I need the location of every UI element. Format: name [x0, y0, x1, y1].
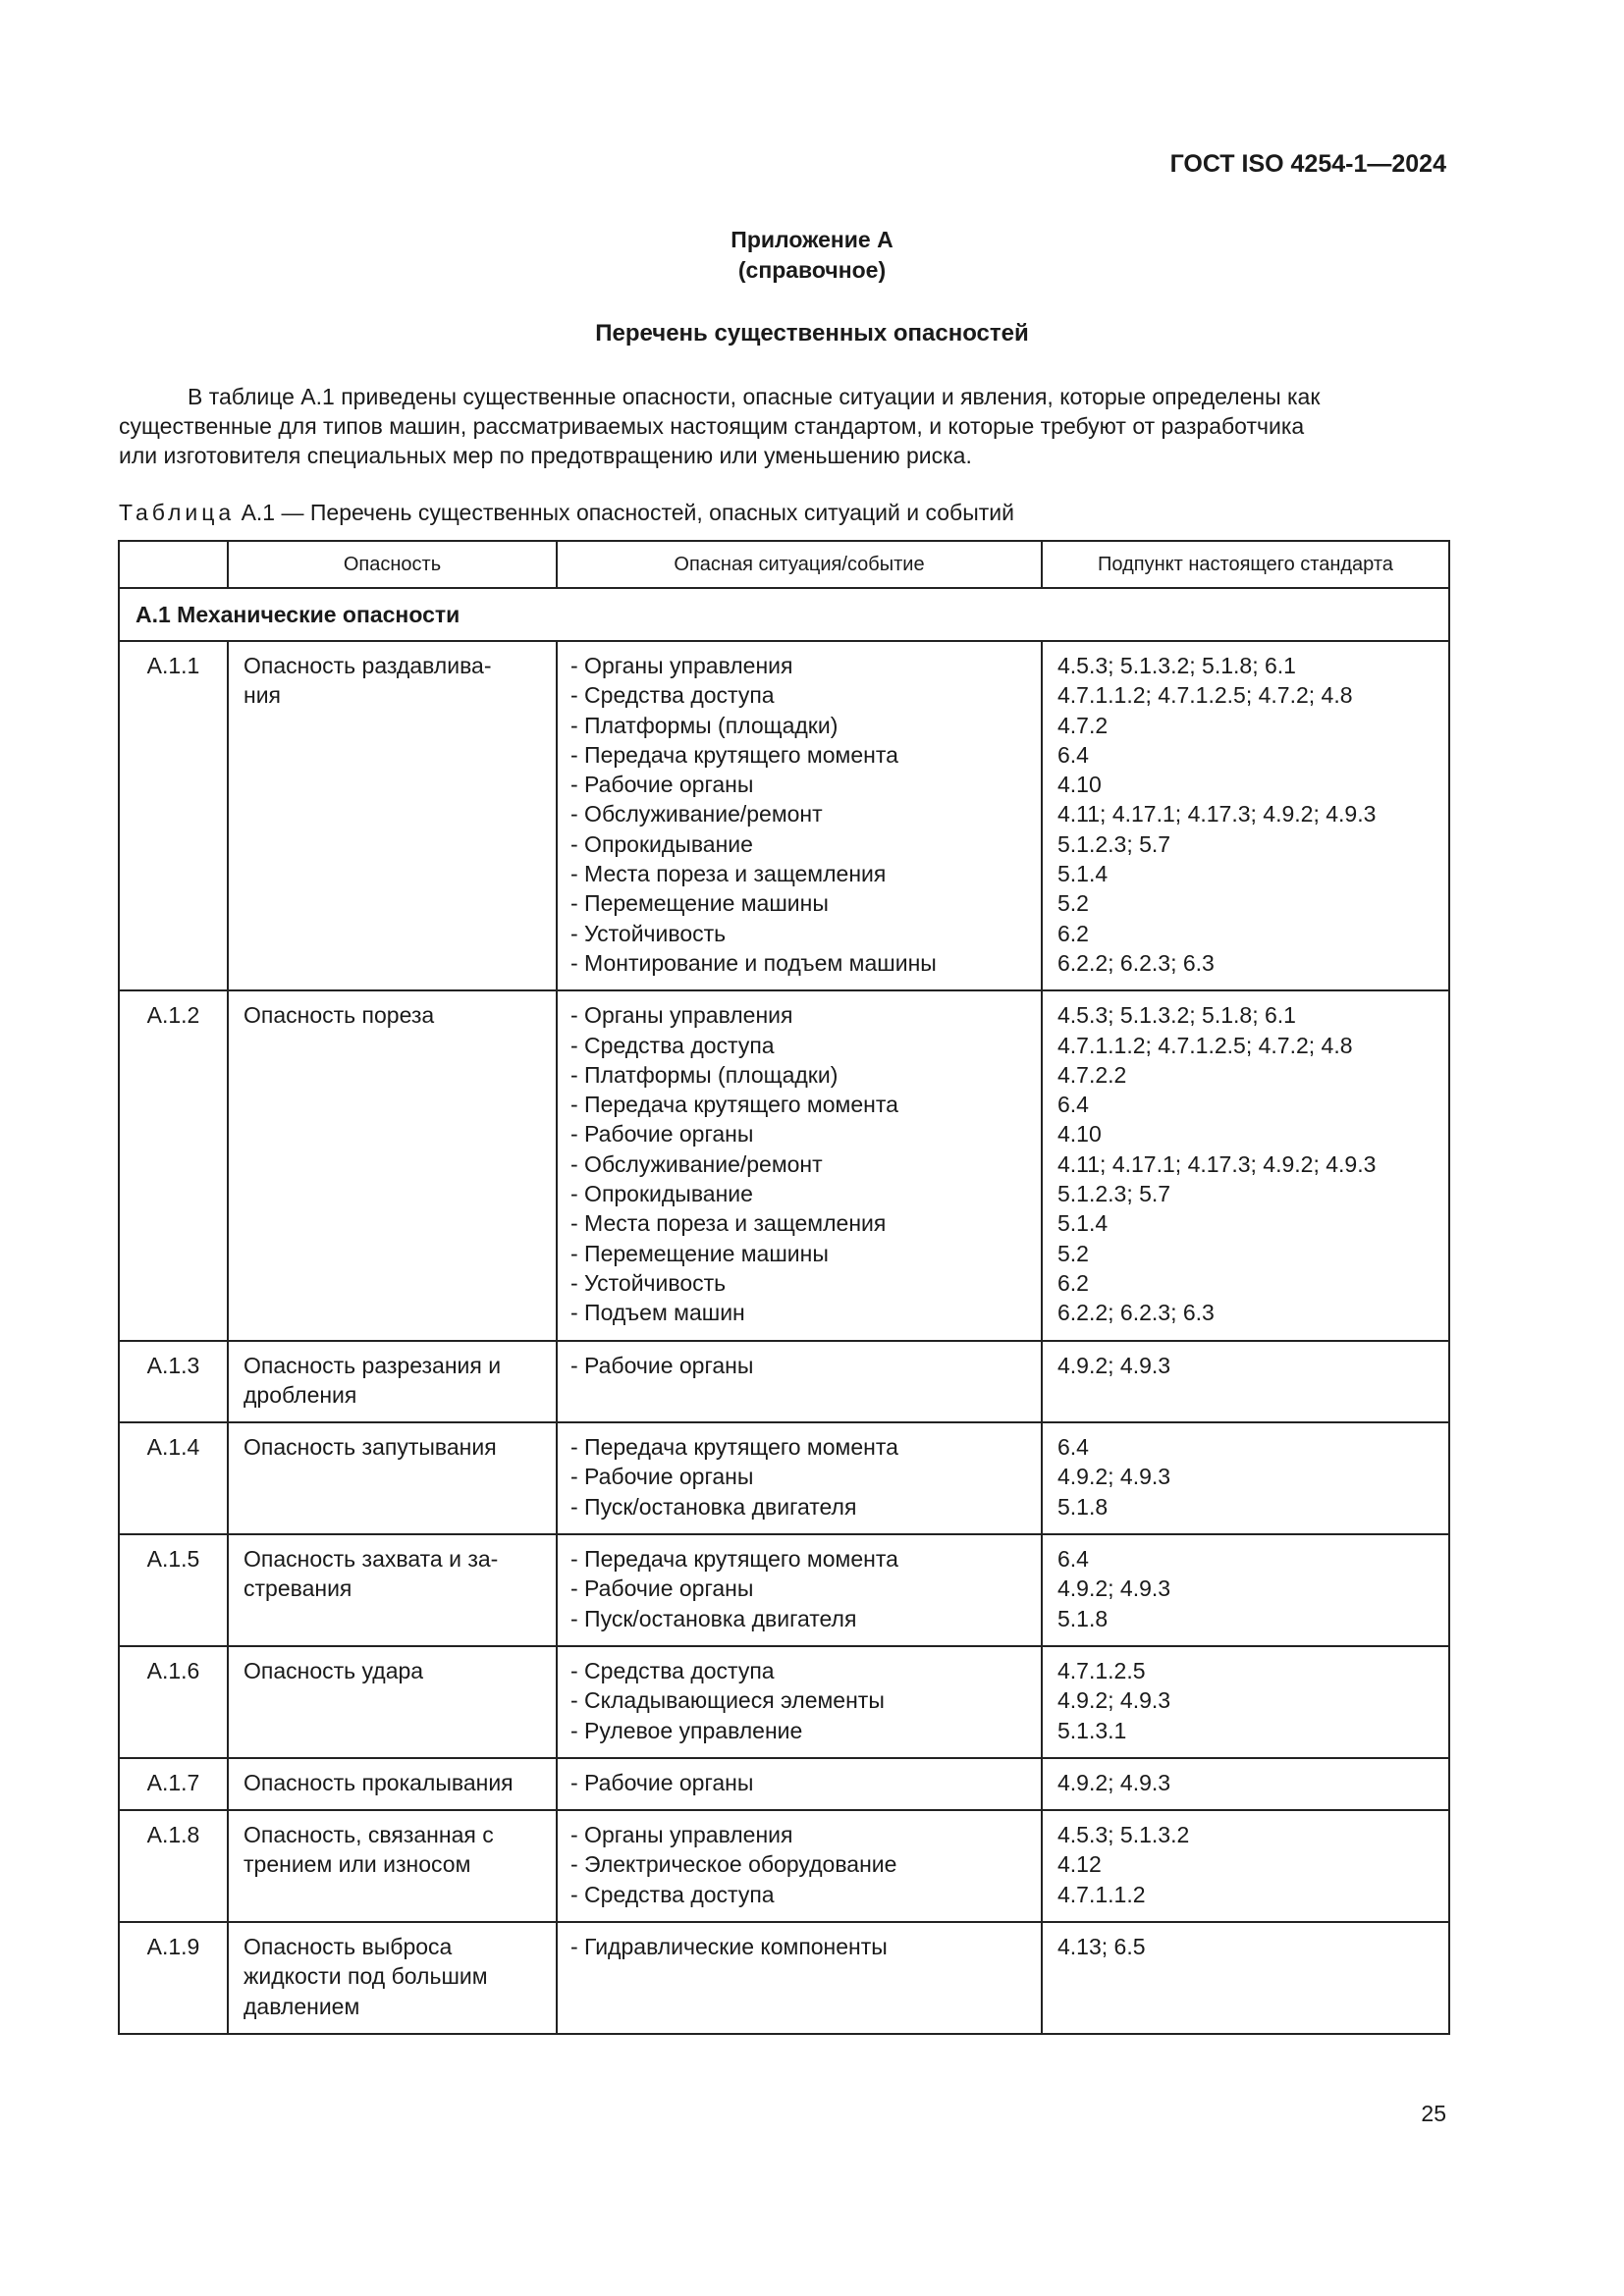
reference-line: 4.9.2; 4.9.3: [1057, 1352, 1171, 1378]
hazard-cell: [228, 1646, 557, 1758]
hazard-id-cell: А.1.5: [119, 1534, 228, 1646]
hazard-line: Опасность запутывания: [244, 1434, 497, 1461]
hazard-id-cell: А.1.1: [119, 641, 228, 990]
situation-cell: [557, 1534, 1042, 1646]
table-caption-prefix: Таблица: [119, 500, 236, 525]
reference-cell: [1042, 1341, 1449, 1423]
situation-line: - Рабочие органы: [570, 1352, 754, 1378]
situation-line: - Места пореза и защемления: [570, 861, 887, 887]
reference-line: 6.2: [1057, 1269, 1089, 1296]
situation-line: - Пуск/остановка двигателя: [570, 1493, 857, 1520]
situation-line: - Подъем машин: [570, 1300, 745, 1326]
situation-line: - Органы управления: [570, 1822, 793, 1848]
table-body: [119, 588, 1449, 2034]
hazard-cell: [228, 1922, 557, 2034]
hazard-line: жидкости под большим: [244, 1963, 488, 1990]
reference-line: 5.1.8: [1057, 1605, 1109, 1631]
situation-line: - Средства доступа: [570, 1881, 775, 1907]
table-row: [119, 641, 1449, 990]
table-row: [119, 1422, 1449, 1534]
section-title: Перечень существенных опасностей: [595, 320, 1029, 347]
reference-cell: [1042, 990, 1449, 1340]
reference-line: 5.2: [1057, 1240, 1089, 1266]
reference-line: 4.7.1.1.2; 4.7.1.2.5; 4.7.2; 4.8: [1057, 1032, 1353, 1058]
situation-line: - Платформы (площадки): [570, 1061, 839, 1088]
situation-cell: [557, 1646, 1042, 1758]
reference-line: 6.4: [1057, 1546, 1089, 1573]
situation-cell: [557, 1758, 1042, 1810]
situation-line: - Электрическое оборудование: [570, 1851, 897, 1878]
hazard-line: Опасность раздавлива-: [244, 653, 492, 678]
table-row: [119, 1922, 1449, 2034]
hazard-cell: [228, 990, 557, 1340]
hazard-line: Опасность выброса: [244, 1933, 453, 1959]
group-title: А.1 Механические опасности: [119, 588, 1449, 641]
page-number: 25: [1421, 2101, 1446, 2126]
situation-cell: [557, 1422, 1042, 1534]
hazard-id-cell: А.1.3: [119, 1341, 228, 1423]
situation-line: - Рабочие органы: [570, 1575, 754, 1602]
situation-line: - Перемещение машины: [570, 890, 829, 917]
table-row: [119, 1810, 1449, 1922]
situation-line: - Гидравлические компоненты: [570, 1933, 888, 1959]
hazards-table: [118, 540, 1450, 2035]
situation-line: - Платформы (площадки): [570, 712, 839, 738]
hazard-line: трением или износом: [244, 1851, 471, 1878]
reference-cell: [1042, 1810, 1449, 1922]
situation-line: - Рабочие органы: [570, 1121, 754, 1148]
hazard-line: Опасность, связанная с: [244, 1822, 494, 1848]
situation-line: - Рулевое управление: [570, 1717, 803, 1743]
reference-line: 6.4: [1057, 1092, 1089, 1118]
situation-line: - Передача крутящего момента: [570, 741, 898, 768]
reference-line: 4.5.3; 5.1.3.2; 5.1.8; 6.1: [1057, 653, 1296, 678]
hazard-line: ния: [244, 682, 282, 709]
situation-line: - Перемещение машины: [570, 1240, 829, 1266]
reference-line: 5.1.3.1: [1057, 1717, 1127, 1743]
appendix-subtitle: (справочное): [737, 257, 887, 283]
hazard-cell: [228, 1422, 557, 1534]
hazard-cell: [228, 1534, 557, 1646]
reference-line: 6.4: [1057, 1434, 1089, 1461]
reference-line: 4.9.2; 4.9.3: [1057, 1575, 1171, 1602]
situation-line: - Опрокидывание: [570, 830, 753, 857]
hazard-cell: [228, 1810, 557, 1922]
reference-line: 4.7.2.2: [1057, 1061, 1127, 1088]
hazard-id-cell: А.1.7: [119, 1758, 228, 1810]
header-situation: Опасная ситуация/событие: [557, 541, 1042, 588]
table-caption: [119, 500, 1014, 526]
reference-line: 5.1.2.3; 5.7: [1057, 830, 1171, 857]
appendix-title: Приложение А: [731, 227, 893, 252]
reference-line: 6.2.2; 6.2.3; 6.3: [1057, 949, 1215, 976]
reference-line: 4.5.3; 5.1.3.2: [1057, 1822, 1190, 1848]
hazard-id-cell: А.1.9: [119, 1922, 228, 2034]
situation-line: - Средства доступа: [570, 682, 775, 709]
intro-line: или изготовителя специальных мер по предотвращению или уменьшению риска.: [119, 443, 972, 468]
table-row: [119, 1341, 1449, 1423]
reference-line: 4.11; 4.17.1; 4.17.3; 4.9.2; 4.9.3: [1057, 1150, 1377, 1177]
hazard-cell: [228, 1341, 557, 1423]
reference-line: 5.2: [1057, 890, 1089, 917]
situation-line: - Устойчивость: [570, 1269, 727, 1296]
reference-cell: [1042, 1646, 1449, 1758]
intro-paragraph: [119, 382, 1447, 470]
hazard-cell: [228, 1758, 557, 1810]
reference-line: 4.13; 6.5: [1057, 1933, 1146, 1959]
hazard-id-cell: А.1.8: [119, 1810, 228, 1922]
hazard-line: давлением: [244, 1993, 360, 2019]
reference-cell: [1042, 641, 1449, 990]
table-row: [119, 1534, 1449, 1646]
situation-line: - Места пореза и защемления: [570, 1210, 887, 1237]
situation-line: - Рабочие органы: [570, 772, 754, 798]
situation-line: - Обслуживание/ремонт: [570, 801, 823, 828]
reference-line: 4.11; 4.17.1; 4.17.3; 4.9.2; 4.9.3: [1057, 801, 1377, 828]
reference-line: 4.7.1.1.2: [1057, 1881, 1146, 1907]
hazard-id-cell: А.1.2: [119, 990, 228, 1340]
situation-line: - Устойчивость: [570, 920, 727, 946]
table-row: [119, 1758, 1449, 1810]
situation-line: - Пуск/остановка двигателя: [570, 1605, 857, 1631]
hazard-line: Опасность удара: [244, 1657, 424, 1683]
reference-line: 4.7.1.1.2; 4.7.1.2.5; 4.7.2; 4.8: [1057, 682, 1353, 709]
situation-line: - Передача крутящего момента: [570, 1434, 898, 1461]
situation-line: - Передача крутящего момента: [570, 1546, 898, 1573]
reference-line: 5.1.2.3; 5.7: [1057, 1181, 1171, 1207]
reference-line: 4.12: [1057, 1851, 1102, 1878]
reference-line: 4.9.2; 4.9.3: [1057, 1687, 1171, 1714]
reference-line: 5.1.4: [1057, 861, 1109, 887]
table-row: [119, 990, 1449, 1340]
reference-line: 4.5.3; 5.1.3.2; 5.1.8; 6.1: [1057, 1002, 1296, 1029]
situation-cell: [557, 1341, 1042, 1423]
header-hazard: Опасность: [228, 541, 557, 588]
reference-line: 4.9.2; 4.9.3: [1057, 1464, 1171, 1490]
hazard-id-cell: А.1.4: [119, 1422, 228, 1534]
reference-line: 6.2.2; 6.2.3; 6.3: [1057, 1300, 1215, 1326]
reference-line: 5.1.4: [1057, 1210, 1109, 1237]
reference-cell: [1042, 1422, 1449, 1534]
reference-line: 6.4: [1057, 741, 1089, 768]
table-header-row: [119, 541, 1449, 588]
situation-cell: [557, 641, 1042, 990]
situation-line: - Передача крутящего момента: [570, 1092, 898, 1118]
hazard-line: стревания: [244, 1575, 352, 1602]
reference-cell: [1042, 1922, 1449, 2034]
situation-line: - Органы управления: [570, 1002, 793, 1029]
situation-line: - Средства доступа: [570, 1032, 775, 1058]
hazard-line: Опасность захвата и за-: [244, 1546, 499, 1573]
hazard-id-cell: А.1.6: [119, 1646, 228, 1758]
reference-line: 5.1.8: [1057, 1493, 1109, 1520]
situation-line: - Монтирование и подъем машины: [570, 949, 937, 976]
hazard-line: Опасность разрезания и: [244, 1352, 502, 1378]
situation-cell: [557, 990, 1042, 1340]
reference-line: 4.9.2; 4.9.3: [1057, 1769, 1171, 1795]
situation-line: - Органы управления: [570, 653, 793, 678]
reference-line: 4.10: [1057, 772, 1102, 798]
situation-cell: [557, 1810, 1042, 1922]
intro-line: В таблице А.1 приведены существенные опасности, опасные ситуации и явления, которые определены как: [188, 384, 1321, 409]
table-row: [119, 1646, 1449, 1758]
situation-line: - Средства доступа: [570, 1657, 775, 1683]
reference-line: 6.2: [1057, 920, 1089, 946]
hazard-line: дробления: [244, 1381, 357, 1408]
document-code: ГОСТ ISO 4254-1—2024: [1169, 150, 1446, 178]
appendix-heading: [0, 225, 1624, 286]
reference-line: 4.7.2: [1057, 712, 1109, 738]
reference-line: 4.10: [1057, 1121, 1102, 1148]
reference-line: 4.7.1.2.5: [1057, 1657, 1146, 1683]
hazard-cell: [228, 641, 557, 990]
situation-line: - Рабочие органы: [570, 1769, 754, 1795]
reference-cell: [1042, 1534, 1449, 1646]
intro-line: существенные для типов машин, рассматриваемых настоящим стандартом, и которые требуют от разработчика: [119, 413, 1305, 439]
situation-line: - Опрокидывание: [570, 1181, 753, 1207]
header-reference: Подпункт настоящего стандарта: [1042, 541, 1449, 588]
situation-line: - Складывающиеся элементы: [570, 1687, 885, 1714]
hazard-line: Опасность пореза: [244, 1002, 435, 1029]
header-id: [119, 541, 228, 588]
situation-line: - Обслуживание/ремонт: [570, 1150, 823, 1177]
table-caption-text: А.1 — Перечень существенных опасностей, опасных ситуаций и событий: [241, 500, 1014, 525]
hazard-line: Опасность прокалывания: [244, 1769, 514, 1795]
situation-line: - Рабочие органы: [570, 1464, 754, 1490]
situation-cell: [557, 1922, 1042, 2034]
group-row: [119, 588, 1449, 641]
reference-cell: [1042, 1758, 1449, 1810]
